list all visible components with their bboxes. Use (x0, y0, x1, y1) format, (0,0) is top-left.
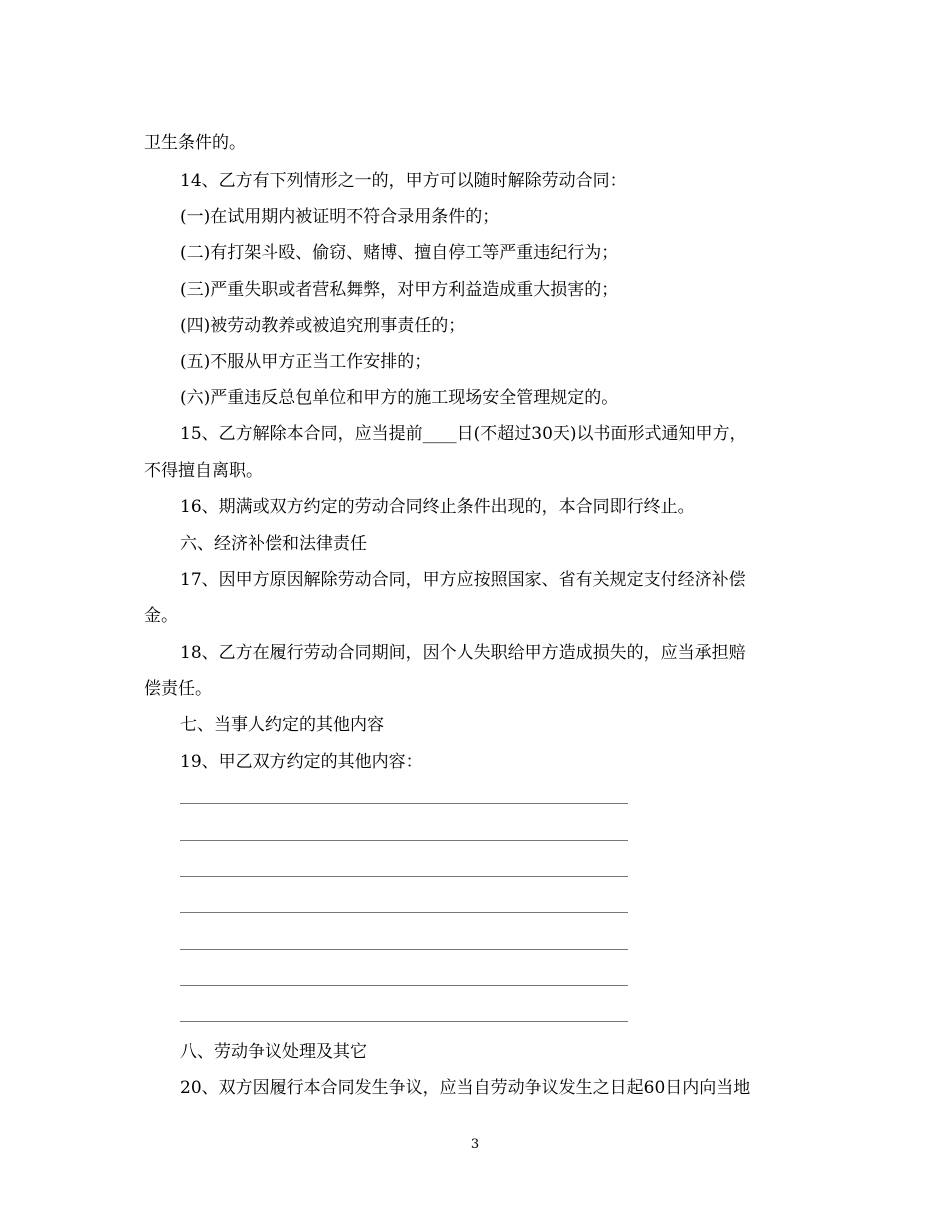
clause-17-line-1: 17、因甲方原因解除劳动合同，甲方应按照国家、省有关规定支付经济补偿 (180, 570, 746, 590)
clause-14: 14、乙方有下列情形之一的，甲方可以随时解除劳动合同： (180, 171, 627, 191)
clause-14-item-1: (一)在试用期内被证明不符合录用条件的； (180, 207, 500, 227)
clause-15-line-1: 15、乙方解除本合同，应当提前____日(不超过30天)以书面形式通知甲方， (180, 424, 747, 444)
clause-14-item-5: (五)不服从甲方正当工作安排的； (180, 352, 432, 372)
paragraph-continuation: 卫生条件的。 (144, 133, 246, 153)
clause-20-line-1: 20、双方因履行本合同发生争议，应当自劳动争议发生之日起60日内向当地 (180, 1078, 751, 1098)
section-7-heading: 七、当事人约定的其他内容 (180, 715, 384, 735)
fill-in-line (180, 1021, 628, 1022)
fill-in-line (180, 912, 628, 913)
clause-14-item-4: (四)被劳动教养或被追究刑事责任的； (180, 316, 466, 336)
clause-17-line-2: 金。 (144, 606, 178, 626)
fill-in-line (180, 803, 628, 804)
section-8-heading: 八、劳动争议处理及其它 (180, 1042, 367, 1062)
section-6-heading: 六、经济补偿和法律责任 (180, 534, 367, 554)
clause-14-item-6: (六)严重违反总包单位和甲方的施工现场安全管理规定的。 (180, 388, 619, 408)
clause-18-line-2: 偿责任。 (144, 679, 212, 699)
fill-in-line (180, 876, 628, 877)
clause-16: 16、期满或双方约定的劳动合同终止条件出现的，本合同即行终止。 (180, 497, 695, 517)
clause-19: 19、甲乙双方约定的其他内容： (180, 752, 423, 772)
clause-18-line-1: 18、乙方在履行劳动合同期间，因个人失职给甲方造成损失的，应当承担赔 (180, 643, 746, 663)
page-number: 3 (470, 1137, 480, 1152)
clause-14-item-3: (三)严重失职或者营私舞弊，对甲方利益造成重大损害的； (180, 280, 619, 300)
clause-15-line-2: 不得擅自离职。 (144, 461, 263, 481)
fill-in-line (180, 840, 628, 841)
fill-in-line (180, 985, 628, 986)
clause-14-item-2: (二)有打架斗殴、偷窃、赌博、擅自停工等严重违纪行为； (180, 243, 619, 263)
fill-in-line (180, 949, 628, 950)
